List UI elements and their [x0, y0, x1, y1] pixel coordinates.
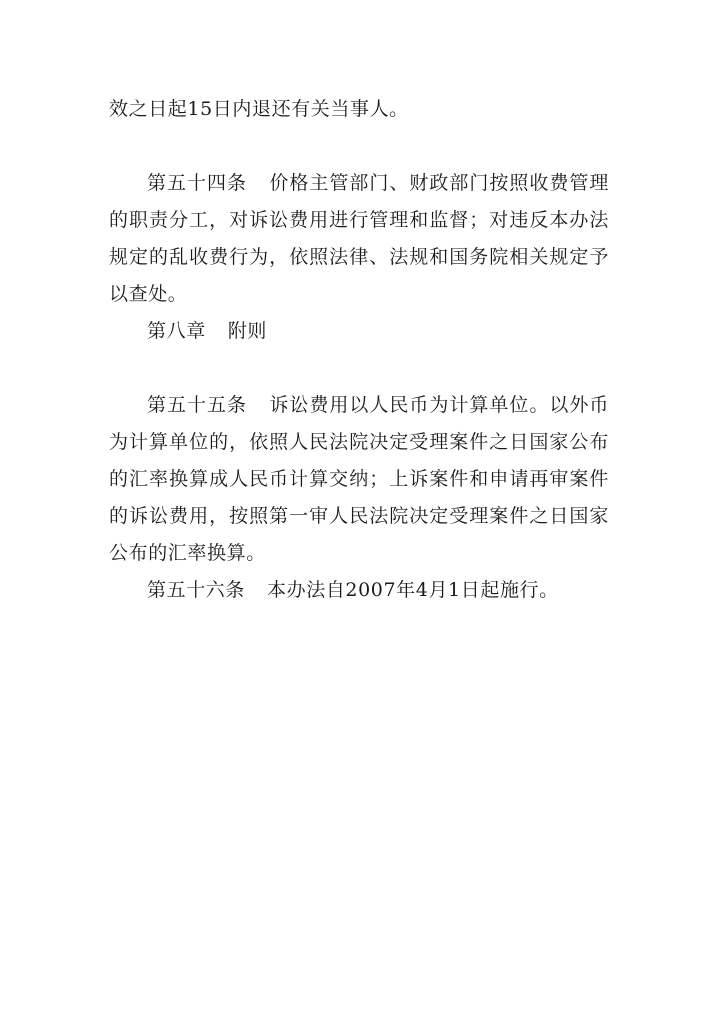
- article-heading: 第五十四条: [147, 172, 247, 194]
- article-54: [109, 165, 609, 313]
- article-56: [109, 572, 609, 609]
- article-body: 本办法自2007年4月1日起施行。: [267, 579, 559, 601]
- paragraph-text: 效之日起15日内退还有关当事人。: [109, 98, 409, 120]
- article-heading: 第五十五条: [147, 394, 247, 416]
- article-heading: 第五十六条: [147, 579, 246, 601]
- chapter-heading: 第八章: [147, 320, 206, 342]
- article-body: 价格主管部门、财政部门按照收费管理的职责分工，对诉讼费用进行管理和监督；对违反本办法规定的乱收费行为，依照法律、法规和国务院相关规定予以查处。: [109, 172, 609, 305]
- article-55: [109, 387, 609, 572]
- chapter-title: 附则: [227, 320, 268, 342]
- chapter-8: [109, 313, 609, 350]
- article-body: 诉讼费用以人民币为计算单位。以外币为计算单位的，依照人民法院决定受理案件之日国家公布的汇率换算成人民币计算交纳；上诉案件和申请再审案件的诉讼费用，按照第一审人民法院决定受理案件之日国家公布的汇率换算。: [109, 394, 609, 564]
- paragraph-continuation: [109, 91, 609, 128]
